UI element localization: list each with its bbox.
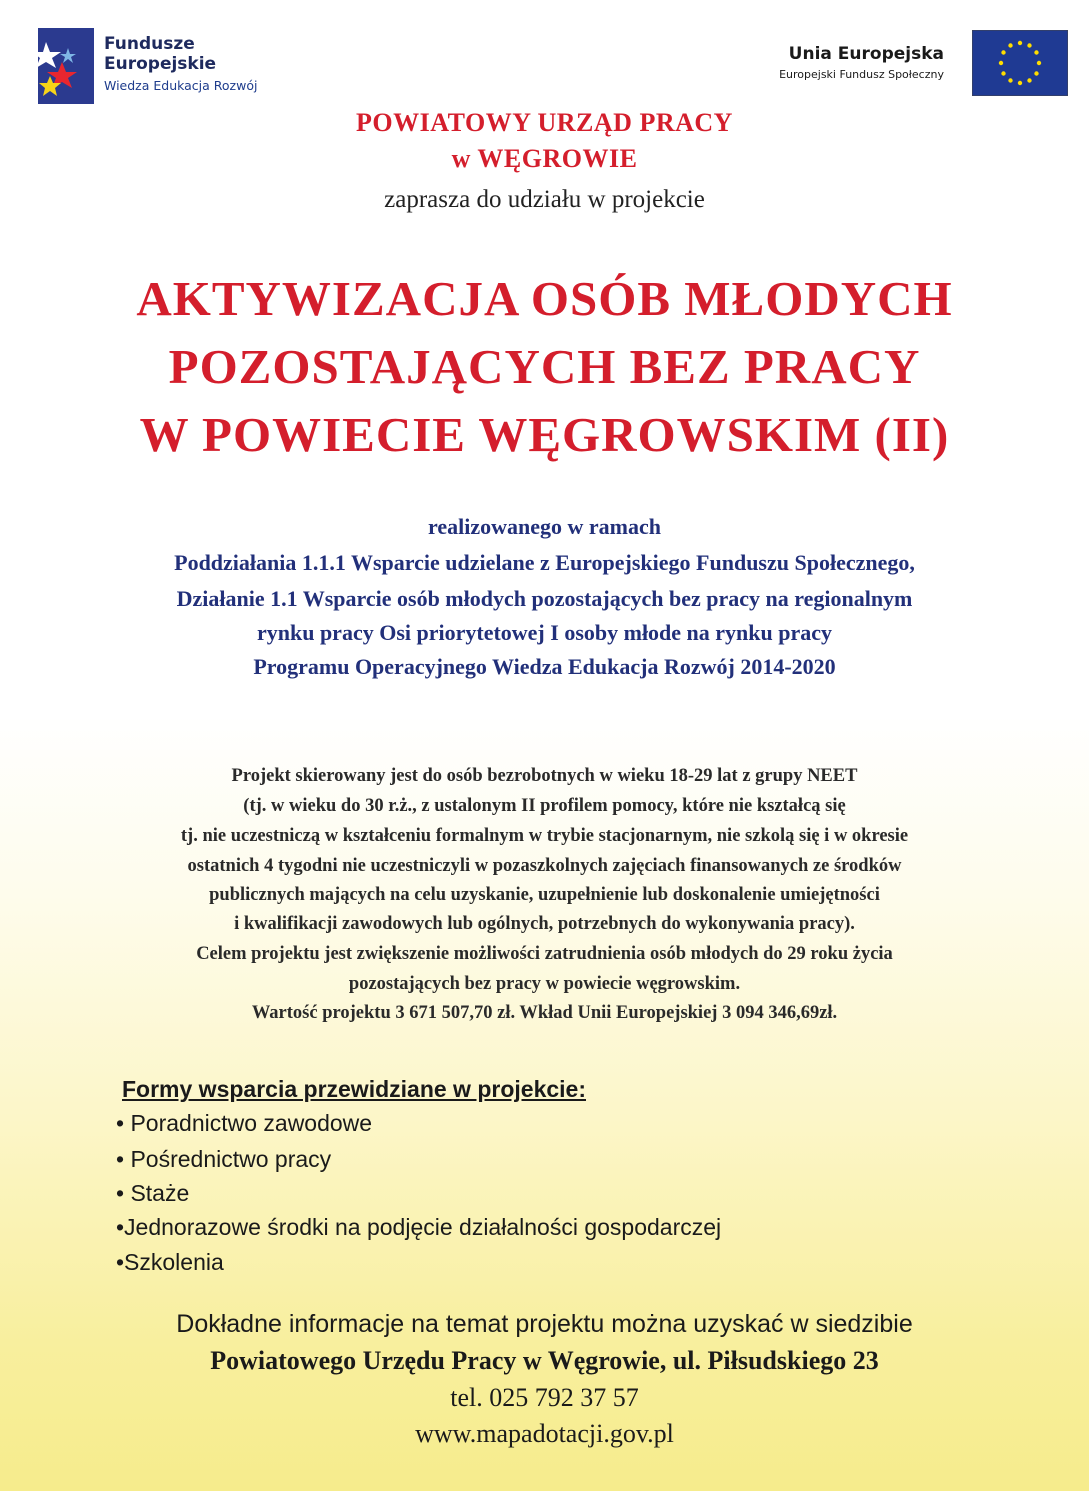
description-line: Projekt skierowany jest do osób bezrobotnych w wieku 18-29 lat z grupy NEET xyxy=(231,766,858,786)
invite-text: zaprasza do udziału w projekcie xyxy=(384,186,705,213)
fundusze-europejskie-logo xyxy=(38,28,298,108)
fe-title-line2: Europejskie xyxy=(104,54,217,74)
program-line: realizowanego w ramach xyxy=(428,514,661,539)
ue-subtitle: Europejski Fundusz Społeczny xyxy=(779,68,944,81)
program-line: Działanie 1.1 Wsparcie osób młodych pozostających bez pracy na regionalnym xyxy=(176,586,913,611)
fe-subtitle: Wiedza Edukacja Rozwój xyxy=(104,78,258,93)
program-line: rynku pracy Osi priorytetowej I osoby młode na rynku pracy xyxy=(256,620,833,645)
contact-intro: Dokładne informacje na temat projektu można uzyskać w siedzibie xyxy=(176,1310,913,1338)
support-form-item: •Jednorazowe środki na podjęcie działalności gospodarczej xyxy=(116,1214,722,1240)
contact-website: www.mapadotacji.gov.pl xyxy=(415,1419,674,1448)
support-form-item: •Szkolenia xyxy=(116,1249,224,1275)
project-title-line1: AKTYWIZACJA OSÓB MŁODYCH xyxy=(136,271,953,326)
support-form-item: • Poradnictwo zawodowe xyxy=(116,1110,373,1136)
description-line: Wartość projektu 3 671 507,70 zł. Wkład Unii Europejskiej 3 094 346,69zł. xyxy=(251,1003,838,1023)
org-name-line1: POWIATOWY URZĄD PRACY xyxy=(356,108,733,137)
contact-phone: tel. 025 792 37 57 xyxy=(450,1383,639,1412)
program-line: Programu Operacyjnego Wiedza Edukacja Rozwój 2014-2020 xyxy=(253,654,836,679)
support-form-item: • Staże xyxy=(116,1180,190,1206)
description-line: tj. nie uczestniczą w kształceniu formalnym w trybie stacjonarnym, nie szkolą się i w okresie xyxy=(180,826,909,846)
unia-europejska-logo xyxy=(752,30,1068,100)
description-line: ostatnich 4 tygodni nie uczestniczyli w pozaszkolnych zajęciach finansowanych ze środków xyxy=(187,856,902,876)
description-line: publicznych mających na celu uzyskanie, uzupełnienie lub doskonalenie umiejętności xyxy=(209,885,880,905)
ue-title: Unia Europejska xyxy=(788,44,944,64)
description-line: pozostających bez pracy w powiecie węgrowskim. xyxy=(348,974,741,994)
project-title-line3: W POWIECIE WĘGROWSKIM (II) xyxy=(139,407,950,462)
project-title-line2: POZOSTAJĄCYCH BEZ PRACY xyxy=(168,339,921,394)
program-line: Poddziałania 1.1.1 Wsparcie udzielane z Europejskiego Funduszu Społecznego, xyxy=(174,550,915,575)
contact-address: Powiatowego Urzędu Pracy w Węgrowie, ul. Piłsudskiego 23 xyxy=(210,1346,879,1375)
org-name-line2: w WĘGROWIE xyxy=(451,144,638,173)
support-form-item: • Pośrednictwo pracy xyxy=(116,1146,332,1172)
description-line: i kwalifikacji zawodowych lub ogólnych, potrzebnych do wykonywania pracy). xyxy=(234,914,855,934)
description-line: Celem projektu jest zwiększenie możliwości zatrudnienia osób młodych do 29 roku życia xyxy=(196,944,893,964)
fundusze-europejskie-icon xyxy=(38,28,94,104)
fe-title-line1: Fundusze xyxy=(104,34,195,54)
eu-flag-icon xyxy=(972,30,1068,96)
ue-text xyxy=(779,44,944,81)
fe-text xyxy=(104,34,257,93)
description-line: (tj. w wieku do 30 r.ż., z ustalonym II profilem pomocy, które nie kształcą się xyxy=(243,796,846,816)
support-forms-heading: Formy wsparcia przewidziane w projekcie: xyxy=(122,1076,586,1102)
